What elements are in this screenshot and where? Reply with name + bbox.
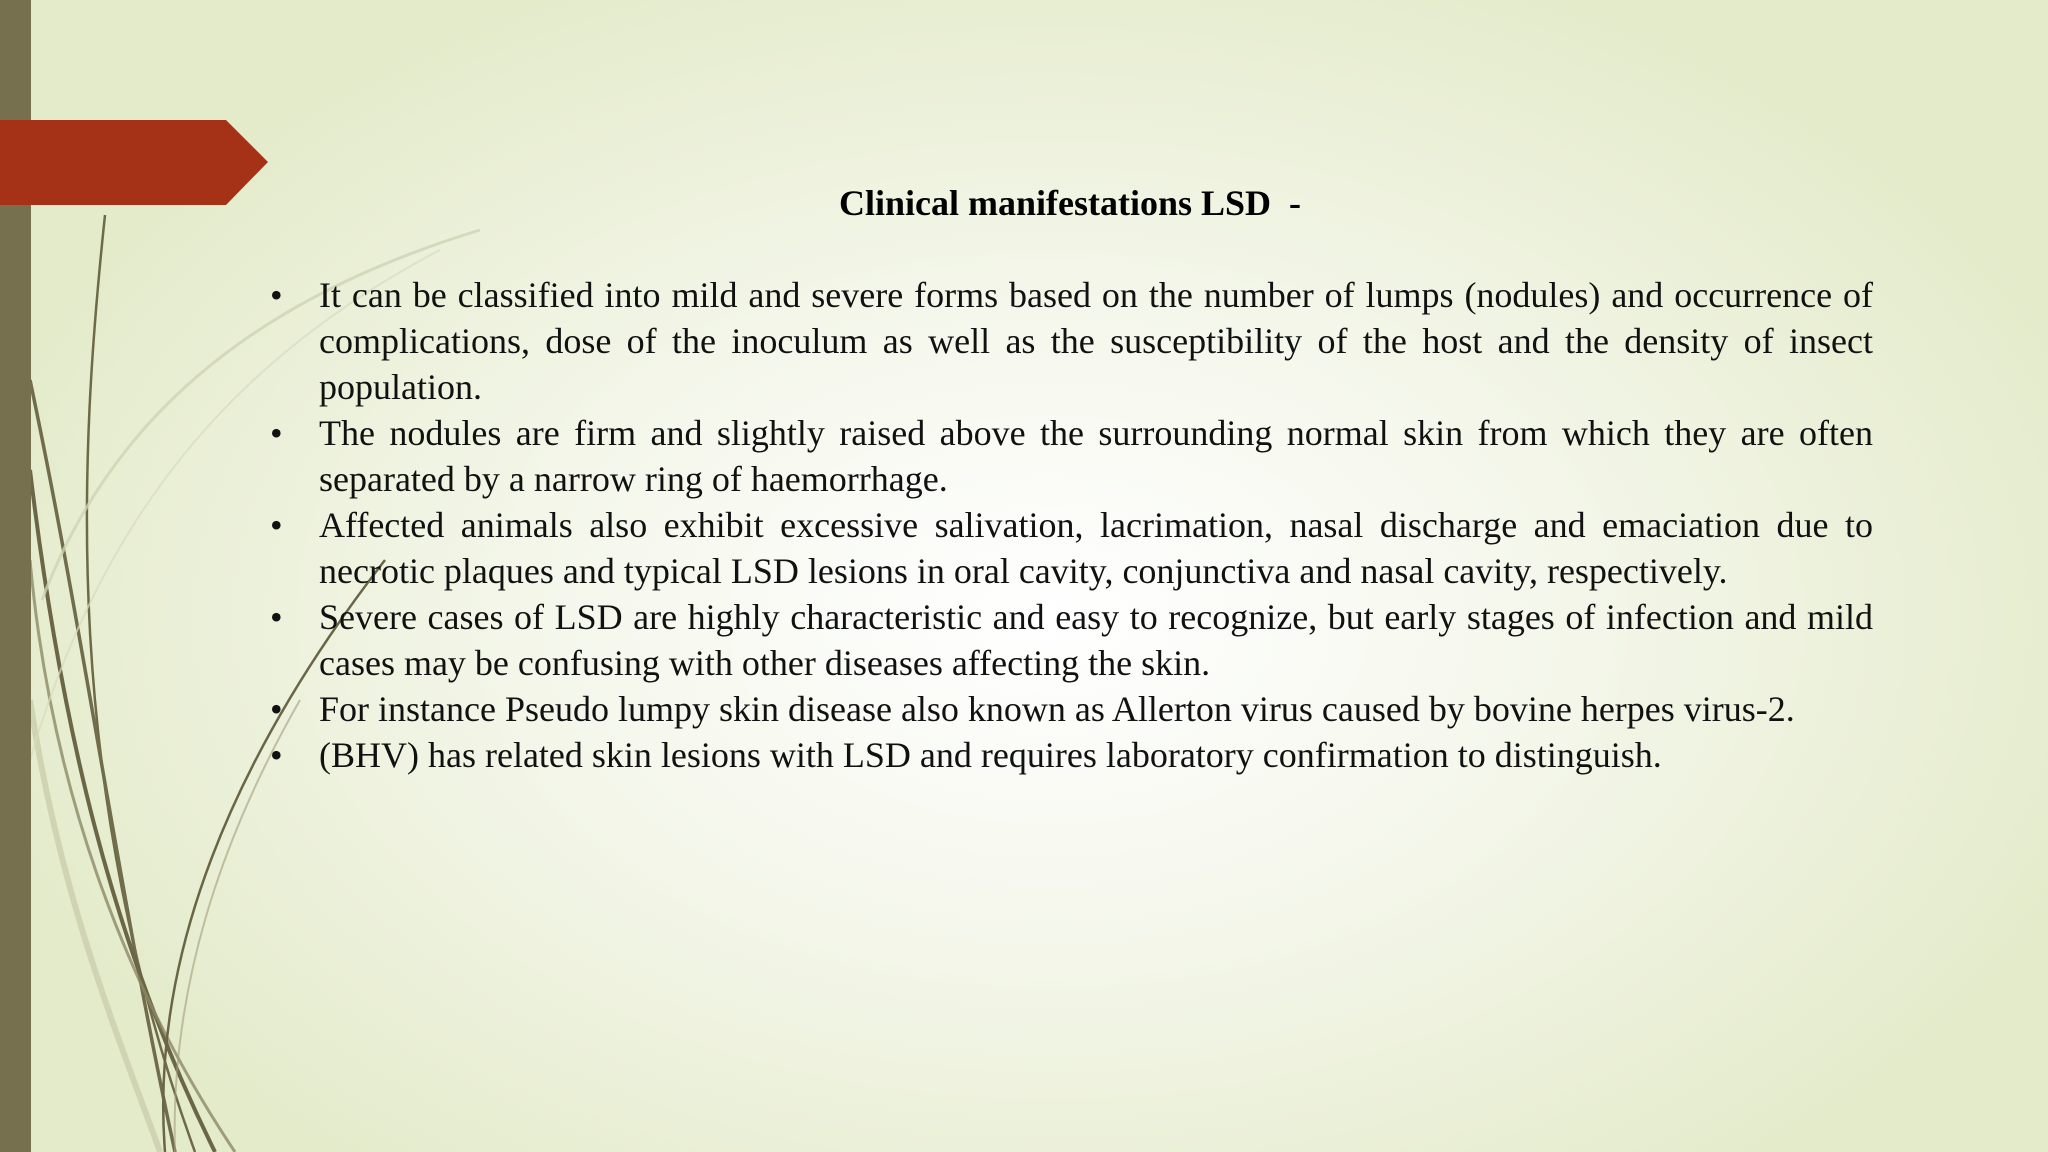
title-accent-arrow [0, 120, 268, 205]
bullet-icon: • [270, 505, 283, 545]
bullet-text: The nodules are firm and slightly raised above the surrounding normal skin from which they are often separated by a narrow ring of haemorrhage. [319, 413, 1873, 499]
bullet-icon: • [270, 597, 283, 637]
bullet-list [265, 272, 1873, 778]
bullet-text: It can be classified into mild and severe forms based on the number of lumps (nodules) and occurrence of complications, dose of the inoculum as well as the susceptibility of the host and the density of insect population. [319, 275, 1873, 407]
list-item [265, 732, 1873, 778]
bullet-text: Severe cases of LSD are highly characteristic and easy to recognize, but early stages of infection and mild cases may be confusing with other diseases affecting the skin. [319, 597, 1873, 683]
bullet-text: (BHV) has related skin lesions with LSD and requires laboratory confirmation to distinguish. [319, 735, 1662, 775]
bullet-text: For instance Pseudo lumpy skin disease also known as Allerton virus caused by bovine herpes virus-2. [319, 689, 1795, 729]
list-item [265, 410, 1873, 502]
bullet-icon: • [270, 735, 283, 775]
list-item [265, 594, 1873, 686]
bullet-text: Affected animals also exhibit excessive salivation, lacrimation, nasal discharge and emaciation due to necrotic plaques and typical LSD lesions in oral cavity, conjunctiva and nasal cavity, respectively. [319, 505, 1873, 591]
bullet-icon: • [270, 413, 283, 453]
bullet-icon: • [270, 689, 283, 729]
slide-title: Clinical manifestations LSD - [838, 183, 1302, 223]
list-item [265, 272, 1873, 410]
bullet-icon: • [270, 275, 283, 315]
list-item [265, 502, 1873, 594]
list-item [265, 686, 1873, 732]
